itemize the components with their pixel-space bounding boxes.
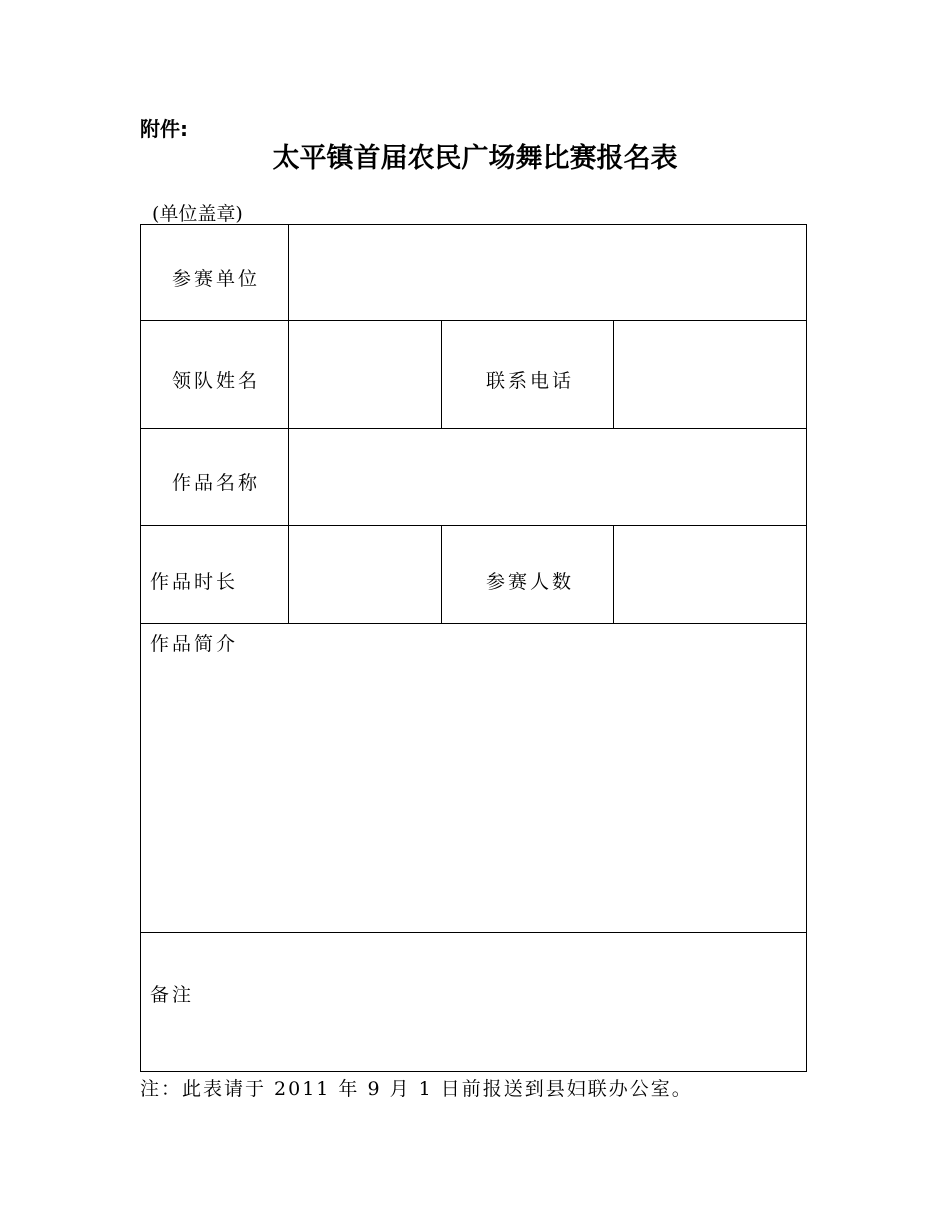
seal-note: (单位盖章) [152,203,243,225]
column-divider [441,525,442,623]
column-divider [441,320,442,428]
remarks-label: 备注 [150,984,195,1006]
participants-label: 参赛人数 [486,571,575,593]
submission-note: 注：此表请于 2011 年 9 月 1 日前报送到县妇联办公室。 [140,1078,693,1100]
registration-form-table [140,224,807,1072]
page-title: 太平镇首届农民广场舞比赛报名表 [272,143,678,174]
row-divider [141,525,806,526]
row-divider [141,320,806,321]
phone-label: 联系电话 [486,370,575,392]
column-divider [288,225,289,623]
leader-name-label: 领队姓名 [172,370,261,392]
row-divider [141,932,806,933]
attachment-label: 附件: [140,117,188,141]
duration-label: 作品时长 [150,571,239,593]
row-divider [141,428,806,429]
column-divider [613,320,614,428]
column-divider [613,525,614,623]
work-name-label: 作品名称 [172,472,261,494]
summary-label: 作品简介 [150,633,239,655]
unit-label: 参赛单位 [172,268,261,290]
row-divider [141,623,806,624]
